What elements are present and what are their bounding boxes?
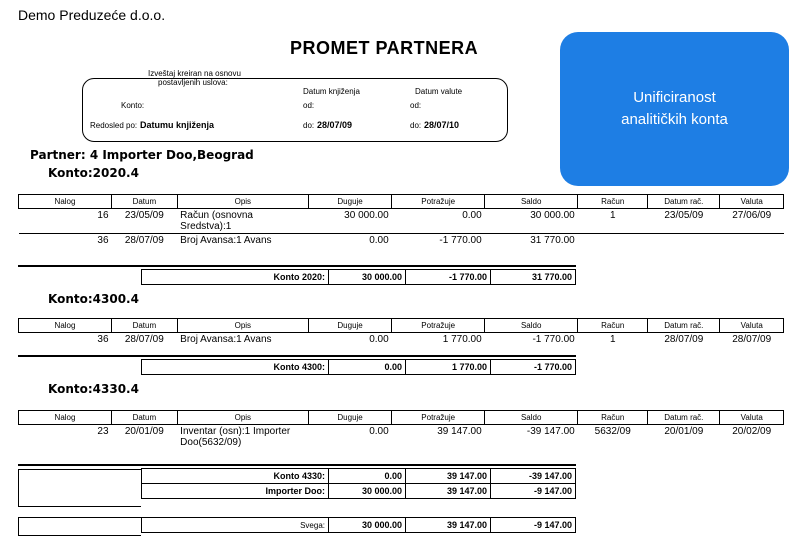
totals-left-frame <box>18 469 141 507</box>
col-valuta: Valuta <box>720 411 784 425</box>
partner-total-potrazuje: 39 147.00 <box>406 484 491 499</box>
konto-total-2020 <box>141 269 576 285</box>
col-opis: Opis <box>177 319 308 333</box>
report-title: PROMET PARTNERA <box>290 38 479 58</box>
col-saldo: Saldo <box>485 411 578 425</box>
col-datum: Datum <box>112 411 178 425</box>
cell-racun <box>578 234 648 249</box>
ledger-table-2020 <box>18 194 784 248</box>
opis-line-1: Račun (osnovna <box>180 210 253 221</box>
cell-nalog: 23 <box>97 426 109 437</box>
partner-name: 4 Importer Doo,Beograd <box>89 148 254 162</box>
cell-saldo: 31 770.00 <box>530 235 575 246</box>
col-nalog: Nalog <box>19 319 112 333</box>
total-saldo: -1 770.00 <box>491 360 576 375</box>
table-row <box>19 425 784 450</box>
opis-line-2: Sredstva):1 <box>180 221 232 232</box>
total-duguje: 0.00 <box>329 360 406 375</box>
col-nalog: Nalog <box>19 195 112 209</box>
ledger-table-4300 <box>18 318 784 347</box>
cell-duguje: 0.00 <box>369 334 389 345</box>
valute-do-value: 28/07/10 <box>424 120 460 130</box>
col-opis: Opis <box>177 195 308 209</box>
total-potrazuje: 39 147.00 <box>406 469 491 484</box>
total-label: Konto 2020: <box>142 270 329 285</box>
col-duguje: Duguje <box>309 319 392 333</box>
cell-datum-rac: 23/05/09 <box>648 209 720 234</box>
table-header <box>19 195 784 209</box>
criteria-caption-2: postavljenih uslova: <box>158 78 228 87</box>
cell-potrazuje: 1 770.00 <box>442 334 482 345</box>
partner-heading <box>30 148 254 162</box>
cell-duguje: 0.00 <box>369 235 389 246</box>
col-racun: Račun <box>578 195 648 209</box>
table-row <box>19 209 784 234</box>
valute-od-label: od: <box>410 101 422 110</box>
table-header <box>19 319 784 333</box>
grand-total-duguje: 30 000.00 <box>329 518 406 533</box>
cell-datum: 23/05/09 <box>112 209 178 234</box>
konto-heading-4300: Konto:4300.4 <box>48 292 139 306</box>
table-row <box>19 333 784 348</box>
col-datum-rac: Datum rač. <box>648 195 720 209</box>
total-potrazuje: -1 770.00 <box>406 270 491 285</box>
badge-line-2: analitičkih konta <box>621 111 728 128</box>
col-saldo: Saldo <box>485 195 578 209</box>
redosled-value: Datumu knjiženja <box>140 120 215 130</box>
total-label: Konto 4330: <box>142 469 329 484</box>
cell-racun: 5632/09 <box>594 426 631 437</box>
section-divider <box>18 464 576 466</box>
cell-potrazuje: 0.00 <box>392 209 485 234</box>
total-saldo: 31 770.00 <box>491 270 576 285</box>
grand-total <box>141 517 576 533</box>
col-racun: Račun <box>578 411 648 425</box>
col-valuta: Valuta <box>720 195 784 209</box>
unification-badge <box>560 32 789 186</box>
grand-total-label: Svega: <box>142 518 329 533</box>
cell-valuta: 27/06/09 <box>720 209 784 234</box>
redosled-label: Redosled po: <box>90 121 138 130</box>
col-valuta: Valuta <box>720 319 784 333</box>
cell-datum-rac <box>648 234 720 249</box>
col-duguje: Duguje <box>309 195 392 209</box>
partner-total-saldo: -9 147.00 <box>491 484 576 499</box>
cell-potrazuje: -1 770.00 <box>439 235 482 246</box>
section-divider <box>18 265 576 267</box>
grand-left-frame <box>18 517 141 536</box>
valute-do-label: do: <box>410 121 422 130</box>
cell-nalog: 16 <box>19 209 112 234</box>
partner-total-label: Importer Doo: <box>142 484 329 499</box>
col-potrazuje: Potražuje <box>392 411 485 425</box>
datum-knjizenja-label: Datum knjiženja <box>303 87 360 96</box>
knjizenja-do-label: do: <box>303 121 315 130</box>
konto-label: Konto: <box>121 101 145 110</box>
datum-valute-label: Datum valute <box>415 87 463 96</box>
cell-nalog: 36 <box>97 235 109 246</box>
cell-racun: 1 <box>609 334 616 345</box>
knjizenja-do-value: 28/07/09 <box>317 120 353 130</box>
col-duguje: Duguje <box>309 411 392 425</box>
cell-opis <box>177 209 308 234</box>
cell-nalog: 36 <box>97 334 109 345</box>
cell-valuta: 20/02/09 <box>732 426 772 437</box>
section-divider <box>18 355 576 357</box>
konto-heading-2020: Konto:2020.4 <box>48 166 139 180</box>
grand-total-saldo: -9 147.00 <box>491 518 576 533</box>
cell-saldo: 30 000.00 <box>485 209 578 234</box>
cell-potrazuje: 39 147.00 <box>437 426 482 437</box>
total-label: Konto 4300: <box>142 360 329 375</box>
cell-datum: 28/07/09 <box>124 235 164 246</box>
badge-line-1: Unificiranost <box>633 89 716 106</box>
partner-label: Partner: <box>30 148 86 162</box>
total-duguje: 30 000.00 <box>329 270 406 285</box>
konto-heading-4330: Konto:4330.4 <box>48 382 139 396</box>
total-saldo: -39 147.00 <box>491 469 576 484</box>
knjizenja-od-label: od: <box>303 101 315 110</box>
col-potrazuje: Potražuje <box>392 319 485 333</box>
opis-line-1: Inventar (osn):1 Importer <box>180 426 291 437</box>
table-row <box>19 234 784 249</box>
cell-racun: 1 <box>578 209 648 234</box>
col-datum: Datum <box>112 319 178 333</box>
cell-datum-rac: 20/01/09 <box>664 426 704 437</box>
cell-valuta: 28/07/09 <box>732 334 772 345</box>
cell-opis <box>177 425 308 450</box>
cell-opis: Broj Avansa:1 Avans <box>180 235 272 246</box>
col-potrazuje: Potražuje <box>392 195 485 209</box>
total-potrazuje: 1 770.00 <box>406 360 491 375</box>
col-saldo: Saldo <box>485 319 578 333</box>
col-datum-rac: Datum rač. <box>648 319 720 333</box>
company-name: Demo Preduzeće d.o.o. <box>18 7 166 23</box>
total-duguje: 0.00 <box>329 469 406 484</box>
ledger-table-4330 <box>18 410 784 449</box>
col-opis: Opis <box>177 411 308 425</box>
col-nalog: Nalog <box>19 411 112 425</box>
konto-total-4330 <box>141 468 576 499</box>
col-datum-rac: Datum rač. <box>648 411 720 425</box>
cell-opis: Broj Avansa:1 Avans <box>180 334 272 345</box>
cell-saldo: -1 770.00 <box>532 334 575 345</box>
cell-datum: 28/07/09 <box>124 334 164 345</box>
cell-datum: 20/01/09 <box>124 426 164 437</box>
opis-line-2: Doo(5632/09) <box>180 437 242 448</box>
cell-duguje: 30 000.00 <box>309 209 392 234</box>
table-header <box>19 411 784 425</box>
criteria-caption-1: Izveštaj kreiran na osnovu <box>148 69 241 78</box>
cell-valuta <box>720 234 784 249</box>
konto-total-4300 <box>141 359 576 375</box>
cell-saldo: -39 147.00 <box>526 426 575 437</box>
partner-total-duguje: 30 000.00 <box>329 484 406 499</box>
cell-datum-rac: 28/07/09 <box>664 334 704 345</box>
partner-total-row <box>142 484 576 499</box>
col-racun: Račun <box>578 319 648 333</box>
grand-total-potrazuje: 39 147.00 <box>406 518 491 533</box>
col-datum: Datum <box>112 195 178 209</box>
cell-duguje: 0.00 <box>369 426 389 437</box>
